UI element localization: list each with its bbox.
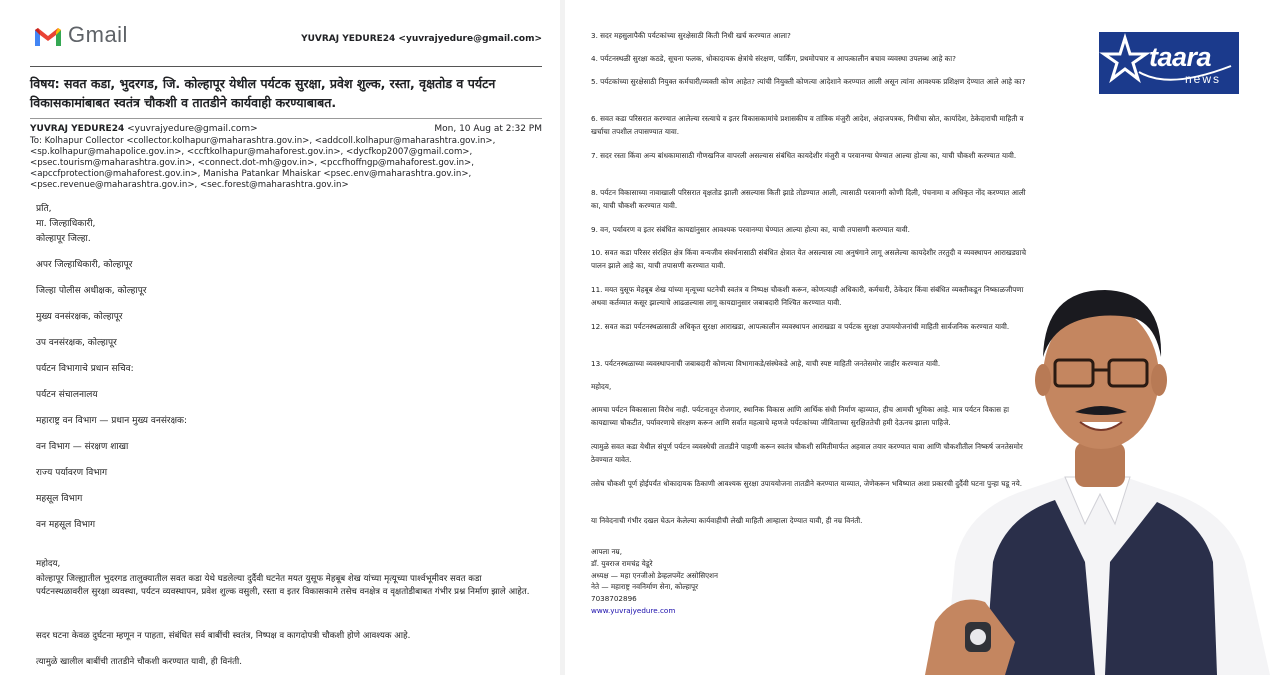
point-item: 5. पर्यटकांच्या सुरक्षेसाठी नियुक्त कर्मचारी/व्यक्ती कोण आहेत? त्यांची नियुक्ती कोणत्या आदेशाने करण्यात आली असून त्यांना आवश्यक प्रशिक्षण देण्यात आले आहे का? xyxy=(591,77,1026,86)
point-item: 10. सवत कडा परिसर संरक्षित क्षेत्र किंवा वन्यजीव संवर्धनासाठी संबंधित क्षेत्रात येत असल्यास त्या अनुषंगाने लागू असलेल्या कायदेशीर तरतुदी व व्यवस्थापन आराखड्याचे पालन झाले आहे का, याची तपासणी करण्यात यावी. xyxy=(591,248,1027,270)
brand-word: taara xyxy=(1149,42,1212,72)
email-subject: विषय: सवत कडा, भुदरगड, जि. कोल्हापूर येथील पर्यटक सुरक्षा, प्रवेश शुल्क, रस्ता, वृक्षतोड व पर्यटन विकासकामांबाबत स्वतंत्र चौकशी व तातडीने कार्यवाही करण्याबाबत. xyxy=(30,76,496,110)
point-item: 4. पर्यटनस्थळी सुरक्षा कठडे, सूचना फलक, धोकादायक क्षेत्रांचे संरक्षण, पार्किंग, प्रथमोपचार व आपत्कालीन बचाव व्यवस्था उपलब्ध आहे का? xyxy=(591,54,956,63)
brand-sub: news xyxy=(1185,72,1222,86)
addressee: वन महसूल विभाग xyxy=(36,520,96,530)
subject-divider xyxy=(30,118,542,119)
signature-line: नेते — महाराष्ट्र नवनिर्माण सेना, कोल्हापूर xyxy=(591,582,699,592)
signature-line: डॉ. युवराज रामचंद्र येडूरे xyxy=(591,558,653,568)
addressee: महसूल विभाग xyxy=(36,494,83,504)
salutation: महोदय, xyxy=(36,559,61,569)
sender-email: <yuvrajyedure@gmail.com> xyxy=(127,124,258,134)
recipient-line: <apccfprotection@mahaforest.gov.in>, Manisha Patankar Mhaiskar <psec.env@maharashtra.gov.in>, xyxy=(30,169,472,179)
email-date: Mon, 10 Aug at 2:32 PM xyxy=(434,124,542,134)
recipient-line: To: Kolhapur Collector <collector.kolhapur@maharashtra.gov.in>, <addcoll.kolhapur@maharashtra.gov.in>, xyxy=(30,136,496,146)
address-block xyxy=(36,202,95,247)
gmail-header xyxy=(30,22,542,58)
addressee: पर्यटन संचालनालय xyxy=(36,390,98,400)
addressee: राज्य पर्यावरण विभाग xyxy=(36,468,108,478)
closing-paragraph: त्यामुळे सवत कडा येथील संपूर्ण पर्यटन व्यवस्थेची तातडीने पाहणी करून स्वतंत्र चौकशी समितीमार्फत अहवाल तयार करण्यात यावा आणि चौकशीतील निष्कर्ष जनतेसमोर ठेवण्यात यावेत. xyxy=(591,442,1023,464)
point-item: 9. वन, पर्यावरण व इतर संबंधित कायद्यांनुसार आवश्यक परवानग्या घेण्यात आल्या होत्या का, याची तपासणी करण्यात यावी. xyxy=(591,225,910,234)
signature-block xyxy=(591,546,718,617)
body-paragraph: त्यामुळे खालील बाबींची तातडीने चौकशी करण्यात यावी, ही विनंती. xyxy=(36,657,242,667)
addressee: महाराष्ट्र वन विभाग — प्रधान मुख्य वनसंरक्षक: xyxy=(36,416,187,426)
address-line: कोल्हापूर जिल्हा. xyxy=(36,234,91,244)
closing-paragraph: तसेच चौकशी पूर्ण होईपर्यंत धोकादायक ठिकाणी आवश्यक सुरक्षा उपाययोजना तातडीने करण्यात याव्यात, जेणेकरून भविष्यात अशा प्रकारची दुर्दैवी घटना पुन्हा घडू नये. xyxy=(591,479,1023,488)
signature-line: आपला नम्र, xyxy=(591,547,623,556)
address-line: प्रति, xyxy=(36,204,52,214)
addressee: जिल्हा पोलीस अधीक्षक, कोल्हापूर xyxy=(36,286,147,296)
point-item: 6. सवत कडा परिसरात करण्यात आलेल्या रस्त्याचे व इतर विकासकामांचे प्रशासकीय व तांत्रिक मंजुरी आदेश, अंदाजपत्रक, निधीचा स्रोत, कार्यादेश, ठेकेदाराची माहिती व खर्चाचा तपशील तपासण्यात यावा. xyxy=(591,114,1024,136)
address-line: मा. जिल्हाधिकारी, xyxy=(36,219,96,229)
recipient-line: <psec.tourism@maharashtra.gov.in>, <connect.dot-mh@gov.in>, <pccfhoffngp@mahaforest.gov.in>, xyxy=(30,158,474,168)
person-photo-icon xyxy=(925,262,1280,675)
addressee: वन विभाग — संरक्षण शाखा xyxy=(36,442,129,452)
addressee: मुख्य वनसंरक्षक, कोल्हापूर xyxy=(36,312,123,322)
intro-paragraph: कोल्हापूर जिल्ह्यातील भुदरगड तालुक्यातील सवत कडा येथे घडलेल्या दुर्दैवी घटनेत मयत युसूफ मेहबूब शेख यांच्या मृत्यूच्या पार्श्वभूमीवर सवत कडा पर्यटनस्थळावरील सुरक्षा व्यवस्था, पर्यटन व्यवस्थापन, प्रवेश शुल्क वसुली, रस्ता व इतर विकासकामे तसेच वनक्षेत्र व वृक्षतोडीबाबत गंभीर प्रश्न निर्माण झाले आहेत. xyxy=(36,574,530,597)
salutation-2: महोदय, xyxy=(591,382,612,391)
gmail-logo-icon xyxy=(33,26,63,48)
body-paragraph: सदर घटना केवळ दुर्घटना म्हणून न पाहता, संबंधित सर्व बाबींची स्वतंत्र, निष्पक्ष व कागदोपत्री चौकशी होणे आवश्यक आहे. xyxy=(36,631,411,641)
point-item: 7. सदर रस्ता किंवा अन्य बांधकामासाठी गौणखनिज वापरली असल्यास संबंधित कायदेशीर मंजुरी व परवानग्या घेण्यात आल्या होत्या का, याची चौकशी करण्यात यावी. xyxy=(591,151,1017,160)
addressee: पर्यटन विभागाचे प्रधान सचिव: xyxy=(36,364,134,374)
recipient-line: <psec.revenue@maharashtra.gov.in>, <sec.forest@maharashtra.gov.in> xyxy=(30,180,349,190)
point-item: 11. मयत युसूफ मेहबूब शेख यांच्या मृत्यूच्या घटनेची स्वतंत्र व निष्पक्ष चौकशी करून, कोणत्याही अधिकारी, कर्मचारी, ठेकेदार किंवा संबंधित व्यक्तीकडून निष्काळजीपणा अथवा कर्तव्यात कसूर झाल्याचे आढळल्यास लागू कायद्यानुसार जबाबदारी निश्चित करण्यात यावी. xyxy=(591,285,1024,307)
signature-phone: 7038702896 xyxy=(591,594,637,604)
point-item: 13. पर्यटनस्थळाच्या व्यवस्थापनाची जबाबदारी कोणत्या विभागाकडे/संस्थेकडे आहे, याची स्पष्ट माहिती जनतेसमोर जाहीर करण्यात यावी. xyxy=(591,359,941,368)
signature-line: अध्यक्ष — महा एनजीओ डेव्हलपमेंट असोसिएशन xyxy=(591,570,719,580)
website-link[interactable]: www.yuvrajyedure.com xyxy=(591,605,676,615)
point-item: 12. सवत कडा पर्यटनस्थळासाठी अधिकृत सुरक्षा आराखडा, आपत्कालीन व्यवस्थापन आराखडा व पर्यटक सुरक्षा उपाययोजनांची माहिती सार्वजनिक करण्यात यावी. xyxy=(591,322,1010,331)
addressee: अपर जिल्हाधिकारी, कोल्हापूर xyxy=(36,260,133,270)
closing-paragraph: या निवेदनाची गंभीर दखल घेऊन केलेल्या कार्यवाहीची लेखी माहिती आम्हाला देण्यात यावी, ही नम्र विनंती. xyxy=(591,516,863,525)
point-item: 3. सदर महसुलापैकी पर्यटकांच्या सुरक्षेसाठी किती निधी खर्च करण्यात आला? xyxy=(591,31,791,40)
gmail-wordmark: Gmail xyxy=(68,22,128,47)
recipients-block xyxy=(30,136,500,191)
recipient-line: <sp.kolhapur@mahapolice.gov.in>, <ccftkolhapur@mahaforest.gov.in>, <dycfkop2007@gmail.com>, xyxy=(30,147,473,157)
header-divider xyxy=(30,66,542,67)
sender-name: YUVRAJ YEDURE24 xyxy=(30,124,125,134)
closing-paragraph: आमचा पर्यटन विकासाला विरोध नाही. पर्यटनातून रोजगार, स्थानिक विकास आणि आर्थिक संधी निर्माण व्हाव्यात, हीच आमची भूमिका आहे. मात्र पर्यटन विकास हा कायद्याच्या चौकटीत, पर्यावरणाचे संरक्षण करून आणि सर्वात महत्वाचे म्हणजे पर्यटकांच्या जीविताच्या सुरक्षिततेची हमी देऊनच झाला पाहिजे. xyxy=(591,405,1009,427)
sender-row xyxy=(30,124,542,135)
taara-news-logo xyxy=(1099,32,1239,94)
point-item: 8. पर्यटन विकासाच्या नावाखाली परिसरात वृक्षतोड झाली असल्यास किती झाडे तोडण्यात आली, त्यासाठी परवानगी कोणी दिली, पंचनामा व अधिकृत नोंद करण्यात आली का, याची चौकशी करण्यात यावी. xyxy=(591,188,1026,210)
addressee: उप वनसंरक्षक, कोल्हापूर xyxy=(36,338,117,348)
email-page-1 xyxy=(0,0,560,675)
account-label: YUVRAJ YEDURE24 <yuvrajyedure@gmail.com> xyxy=(301,34,542,44)
